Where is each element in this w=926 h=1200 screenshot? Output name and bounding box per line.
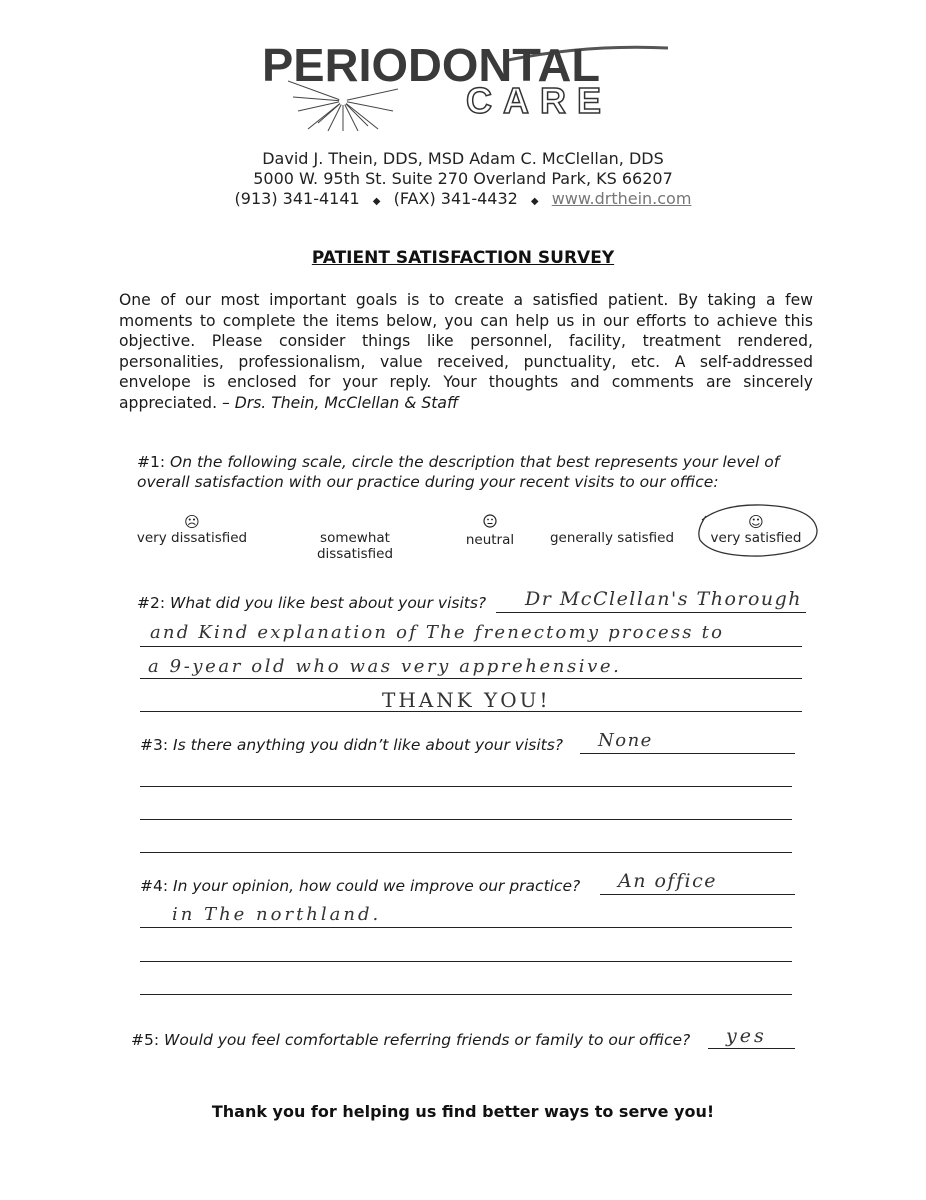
separator-icon: ◆	[530, 196, 539, 207]
scale-option-somewhat-dissatisfied[interactable]	[280, 530, 430, 562]
q4-number: #4:	[140, 877, 169, 895]
scale-label: very dissatisfied	[136, 530, 248, 546]
q5-number: #5:	[131, 1031, 160, 1049]
address-line: 5000 W. 95th St. Suite 270 Overland Park, KS 66207	[253, 169, 673, 188]
survey-title: PATIENT SATISFACTION SURVEY	[311, 248, 615, 268]
q2-text: What did you like best about your visits?	[170, 594, 487, 612]
answer-line[interactable]	[580, 753, 795, 754]
neutral-face-icon	[462, 514, 518, 532]
contact-line	[0, 189, 926, 208]
q2-answer-line3: a 9-year old who was very apprehensive.	[148, 656, 622, 677]
q1-number: #1:	[137, 453, 166, 471]
answer-line[interactable]	[140, 678, 802, 679]
intro-signature: – Drs. Thein, McClellan & Staff	[222, 393, 459, 412]
answer-line[interactable]	[140, 961, 792, 962]
q5-text: Would you feel comfortable referring friends or family to our office?	[164, 1031, 691, 1049]
q3-answer: None	[598, 730, 653, 751]
answer-line[interactable]	[600, 894, 795, 895]
scale-label: neutral	[465, 532, 515, 548]
scale-option-very-dissatisfied[interactable]	[136, 514, 248, 546]
phone: (913) 341-4141	[234, 189, 360, 208]
answer-line[interactable]	[496, 612, 806, 613]
scale-label: very satisfied	[710, 530, 802, 546]
answer-line[interactable]	[140, 852, 792, 853]
scale-option-neutral[interactable]	[462, 514, 518, 548]
q3-question	[140, 736, 563, 754]
q2-answer-line4: THANK YOU!	[382, 688, 551, 712]
scale-label: somewhat dissatisfied	[316, 530, 394, 562]
q2-answer-line1: Dr McClellan's Thorough	[525, 588, 803, 610]
q2-question	[137, 594, 486, 612]
q3-text: Is there anything you didn’t like about your visits?	[173, 736, 564, 754]
selection-circle	[692, 502, 822, 560]
q3-number: #3:	[140, 736, 169, 754]
intro-paragraph	[119, 290, 813, 413]
logo-line1: PERIODONTAL	[262, 39, 601, 91]
doctors-line: David J. Thein, DDS, MSD Adam C. McClellan, DDS	[262, 149, 664, 168]
footer-thank-you: Thank you for helping us find better ways to serve you!	[211, 1102, 715, 1121]
answer-line[interactable]	[708, 1048, 795, 1049]
q5-question	[131, 1031, 690, 1049]
periodontal-care-logo	[258, 36, 678, 126]
answer-line[interactable]	[140, 786, 792, 787]
website-link[interactable]: www.drthein.com	[551, 189, 692, 208]
q4-answer-line2: in The northland.	[172, 904, 382, 925]
answer-line[interactable]	[140, 994, 792, 995]
q1-text-line1: On the following scale, circle the description that best represents your level of	[170, 453, 780, 471]
q1-text-line2: overall satisfaction with our practice during your recent visits to our office:	[137, 473, 719, 491]
q1-question	[137, 453, 779, 471]
q5-answer: yes	[726, 1025, 767, 1047]
frown-face-icon: ☹	[184, 513, 200, 531]
scale-label: generally satisfied	[549, 530, 675, 546]
fax: (FAX) 341-4432	[393, 189, 518, 208]
q4-question	[140, 877, 580, 895]
answer-line[interactable]	[140, 927, 792, 928]
q4-text: In your opinion, how could we improve our practice?	[173, 877, 581, 895]
separator-icon: ◆	[372, 196, 381, 207]
smile-face-icon: ☺	[748, 513, 764, 531]
q4-answer-line1: An office	[618, 870, 717, 892]
answer-line[interactable]	[140, 646, 802, 647]
intro-body: One of our most important goals is to create a satisfied patient. By taking a few moments to complete the items below, you can help us in our efforts to achieve this objective. Please consider things like personnel, facility, treatment rendered, personalities, professionalism, value received, punctuality, etc. A self-addressed envelope is enclosed for your reply. Your thoughts and comments are sincerely appreciated.	[119, 291, 813, 412]
answer-line[interactable]	[140, 819, 792, 820]
logo-line2: CARE	[466, 80, 613, 121]
q2-number: #2:	[137, 594, 166, 612]
scale-option-generally-satisfied[interactable]	[548, 530, 676, 546]
q2-answer-line2: and Kind explanation of The frenectomy process to	[150, 622, 725, 643]
